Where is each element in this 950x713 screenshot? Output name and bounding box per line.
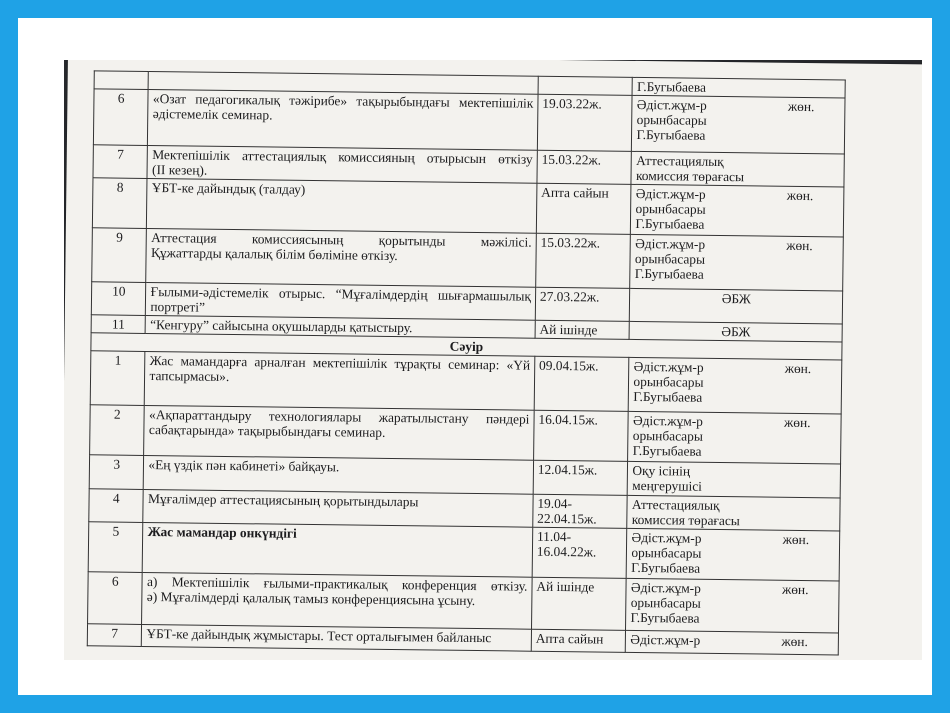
responsible-cell: [628, 461, 841, 498]
responsible-cell: [626, 630, 839, 655]
event-line: портреті”: [150, 299, 206, 315]
responsible-cell: [627, 528, 840, 581]
responsible-cell: [628, 411, 841, 464]
responsible-word: Әдіст.жұм-р: [632, 412, 704, 429]
responsible-line: [630, 632, 834, 649]
event-cell: [143, 522, 533, 577]
responsible-cell: [630, 288, 843, 324]
plan-table: [87, 70, 846, 655]
table-row: [88, 572, 840, 633]
responsible-word: жөн.: [787, 98, 815, 115]
photo-frame: [18, 18, 932, 695]
row-number: 9: [92, 228, 147, 283]
date-cell: Апта сайын: [536, 183, 631, 234]
event-line: “Кенгуру” сайысына оқушыларды қатыстыру.: [150, 317, 413, 336]
responsible-word: Әдіст.жұм-р: [631, 529, 702, 546]
event-line: ә) Мұғалімдерді қалалық тамыз конференциясына ұсыну.: [146, 589, 476, 609]
row-number: 6: [93, 89, 148, 146]
table-row: [90, 351, 842, 414]
responsible-line: Г.Бугыбаева: [632, 442, 702, 459]
responsible-cell: [631, 151, 844, 187]
row-number: 7: [87, 624, 142, 647]
row-number: [94, 71, 149, 90]
responsible-cell: [630, 234, 843, 291]
responsible-line: Аттестациялық: [636, 152, 724, 170]
row-number: 5: [88, 522, 143, 573]
responsible-line: Оқу ісінің: [632, 462, 691, 479]
date-cell: Ай ішінде: [535, 320, 630, 339]
responsible-line: комиссия төрағасы: [631, 511, 740, 529]
responsible-line: Г.Бугыбаева: [633, 388, 703, 405]
responsible-line: орынбасары: [630, 594, 701, 611]
row-number: 2: [90, 405, 145, 456]
responsible-word: жөн.: [781, 633, 808, 650]
responsible-line: Г.Бугыбаева: [630, 609, 700, 626]
responsible-line: орынбасары: [631, 544, 702, 561]
responsible-line: Г.Бугыбаева: [631, 559, 701, 576]
responsible-word: жөн.: [782, 531, 810, 548]
responsible-line: орынбасары: [632, 427, 703, 444]
event-line: тапсырмасы».: [149, 368, 230, 384]
date-cell: 11.04-16.04.22ж.: [532, 527, 627, 578]
date-cell: Апта сайын: [531, 629, 626, 652]
date-cell: 27.03.22ж.: [535, 287, 630, 321]
event-cell: [143, 489, 533, 527]
event-cell: [144, 405, 534, 460]
responsible-line: орынбасары: [633, 373, 704, 390]
responsible-line: орынбасары: [635, 200, 706, 217]
table-row: [88, 522, 840, 581]
table-row: [92, 178, 844, 237]
responsible-word: жөн.: [786, 187, 814, 204]
event-line: сабақтарында» тақырыбындағы семинар.: [148, 422, 386, 440]
responsible-cell: [626, 578, 839, 633]
responsible-line: комиссия төрағасы: [635, 167, 745, 185]
event-line: (ІІ кезең).: [151, 162, 208, 178]
event-cell: [145, 351, 535, 410]
event-line: ҰБТ-ке дайындық (талдау): [151, 180, 306, 197]
row-number: 6: [88, 572, 143, 625]
responsible-cell: [629, 357, 842, 414]
table-row: [92, 228, 844, 291]
responsible-line: Г.Бугыбаева: [635, 215, 705, 232]
date-cell: 12.04.15ж.: [533, 460, 628, 495]
date-cell: [538, 76, 633, 95]
row-number: 8: [92, 178, 147, 229]
responsible-line: Г.Бугыбаева: [636, 78, 707, 95]
event-line: а) Мектепішілік ғылыми-практикалық конференция өткізу.: [146, 574, 528, 594]
event-line: Ғылыми-әдістемелік отырыс. “Мұғалімдердің шығармашылық: [150, 284, 532, 304]
responsible-word: жөн.: [784, 360, 812, 377]
row-number: 3: [89, 455, 144, 490]
responsible-line: Г.Бугыбаева: [634, 265, 704, 282]
responsible-line: орынбасары: [634, 250, 706, 267]
date-cell: 19.03.22ж.: [537, 94, 632, 151]
event-cell: [144, 455, 534, 494]
responsible-word: жөн.: [786, 237, 813, 254]
responsible-line: Аттестациялық: [631, 496, 720, 513]
responsible-word: Әдіст.жұм-р: [635, 235, 706, 252]
table-row: [93, 89, 845, 154]
responsible-cell: [631, 184, 844, 237]
row-number: 4: [89, 489, 144, 523]
event-line: «Ең үздік пән кабинеті» байқауы.: [148, 457, 340, 475]
responsible-cell: [627, 495, 840, 531]
responsible-word: жөн.: [783, 414, 811, 431]
event-line: әдістемелік семинар.: [152, 106, 273, 123]
responsible-line: Г.Бугыбаева: [636, 126, 706, 143]
event-line: Құжаттарды қалалық білім бөліміне өткізу.: [150, 245, 398, 264]
responsible-line: ӘБЖ: [721, 324, 751, 340]
month-label: Сәуір: [91, 333, 842, 360]
event-cell: [147, 178, 537, 233]
date-cell: 15.03.22ж.: [537, 150, 632, 184]
date-cell: 16.04.15ж.: [533, 410, 628, 461]
event-line: Мектепішілік аттестациялық комиссияның отырысын өткізу: [152, 147, 533, 167]
responsible-line: меңгерушісі: [632, 477, 703, 494]
event-cell: [142, 624, 532, 651]
responsible-word: Әдіст.жұм-р: [633, 358, 704, 375]
event-line: «Озат педагогикалық тәжірибе» тақырыбындағы мектепішілік: [152, 91, 534, 111]
responsible-cell: [632, 95, 845, 154]
event-cell: [146, 228, 536, 287]
date-cell: Ай ішінде: [531, 577, 626, 630]
row-number: 7: [93, 145, 148, 179]
event-line: ҰБТ-ке дайындық жұмыстары. Тест орталығымен байланыс: [146, 626, 492, 646]
row-number: 10: [91, 282, 146, 316]
row-number: 1: [90, 351, 145, 406]
responsible-word: Әдіст.жұм-р: [630, 631, 701, 648]
date-cell: 15.03.22ж.: [536, 233, 631, 288]
event-cell: [148, 89, 538, 150]
responsible-line: орынбасары: [636, 111, 707, 128]
responsible-word: жөн.: [781, 581, 809, 598]
date-cell: 19.04-22.04.15ж.: [533, 494, 628, 528]
event-cell: [147, 145, 537, 183]
responsible-line: ӘБЖ: [721, 291, 751, 307]
paper-sheet: [64, 60, 922, 660]
event-line: Аттестация комиссиясының қорытынды мәжілісі.: [151, 230, 532, 250]
responsible-word: Әдіст.жұм-р: [635, 185, 706, 202]
event-line: Жас мамандарға арналған мектепішілік тұрақты семинар: «Үй: [149, 353, 531, 373]
event-cell: [142, 572, 532, 629]
responsible-word: Әдіст.жұм-р: [636, 96, 707, 113]
event-line: Мұғалімдер аттестациясының қорытындылары: [147, 491, 419, 510]
date-cell: 09.04.15ж.: [534, 356, 629, 411]
event-cell: [146, 282, 536, 320]
event-line: Жас мамандар онкүндігі: [147, 524, 297, 541]
document-photo: [64, 60, 922, 660]
row-number: 11: [91, 315, 146, 334]
event-line: «Ақпараттандыру технологиялары жаратылыстану пәндері: [148, 407, 530, 427]
responsible-word: Әдіст.жұм-р: [630, 579, 701, 596]
table-row: [90, 405, 842, 464]
